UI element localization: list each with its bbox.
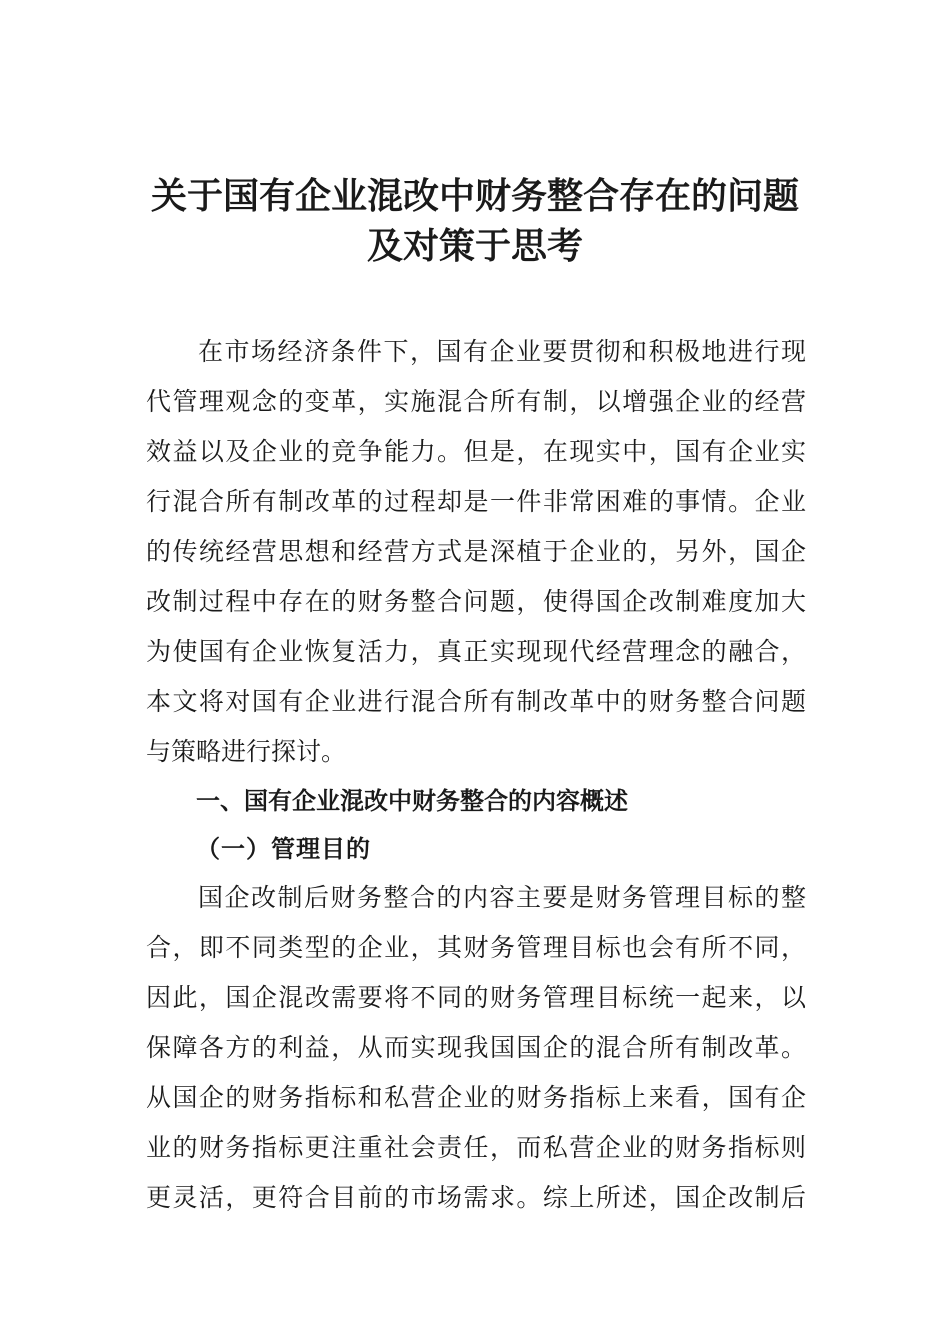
intro-paragraph-line: 本文将对国有企业进行混合所有制改革中的财务整合问题: [146, 687, 806, 716]
intro-paragraph-line: 改制过程中存在的财务整合问题，使得国企改制难度加大: [146, 587, 806, 616]
intro-paragraph-line: 代管理观念的变革，实施混合所有制，以增强企业的经营: [146, 387, 806, 416]
intro-paragraph-line: 的传统经营思想和经营方式是深植于企业的，另外，国企: [146, 537, 806, 566]
subsection-heading: （一）管理目的: [196, 834, 371, 863]
body-paragraph-line: 国企改制后财务整合的内容主要是财务管理目标的整: [198, 883, 806, 912]
body-paragraph-line: 从国企的财务指标和私营企业的财务指标上来看，国有企: [146, 1083, 806, 1112]
intro-paragraph-line: 为使国有企业恢复活力，真正实现现代经营理念的融合，: [146, 637, 806, 666]
body-paragraph-line: 合，即不同类型的企业，其财务管理目标也会有所不同，: [146, 933, 806, 962]
intro-paragraph-line: 与策略进行探讨。: [146, 737, 347, 766]
body-paragraph-line: 业的财务指标更注重社会责任，而私营企业的财务指标则: [146, 1133, 806, 1162]
intro-paragraph-line: 在市场经济条件下，国有企业要贯彻和积极地进行现: [198, 337, 806, 366]
section-heading: 一、国有企业混改中财务整合的内容概述: [196, 787, 628, 815]
body-paragraph-line: 更灵活，更符合目前的市场需求。综上所述，国企改制后: [146, 1183, 806, 1212]
document-title-line-1: 关于国有企业混改中财务整合存在的问题: [150, 175, 799, 217]
intro-paragraph-line: 效益以及企业的竞争能力。但是，在现实中，国有企业实: [146, 437, 806, 466]
body-paragraph-line: 因此，国企混改需要将不同的财务管理目标统一起来，以: [146, 983, 806, 1012]
document-title-line-2: 及对策于思考: [366, 225, 583, 267]
intro-paragraph-line: 行混合所有制改革的过程却是一件非常困难的事情。企业: [146, 487, 806, 516]
body-paragraph-line: 保障各方的利益，从而实现我国国企的混合所有制改革。: [146, 1033, 806, 1062]
